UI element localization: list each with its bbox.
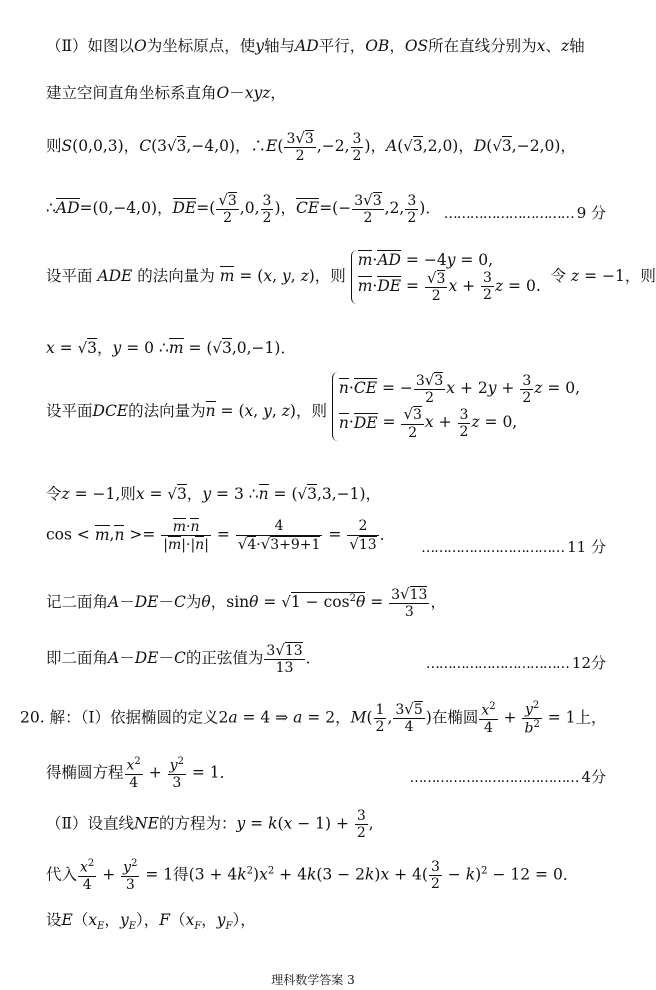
part2-intro-2: 建立空间直角坐标系直角O－xyz， (46, 84, 286, 102)
vectors-line: ∴AD=(0,−4,0)，DE=( $\frac{√3}{2}$ ,0, $\frac{3}{2}$ )，CE=(− $\frac{3√3}{2}$ ,2, $\frac{3}{2}$ )． (46, 191, 441, 227)
coords-line: 则S(0,0,3)，C(3√3,−4,0)，∴E( $\frac{3√3}{2}$ ,−2, $\frac{3}{2}$ )，A(√3,2,0)，D(√3,−2,0)， (46, 129, 576, 165)
ne-line: （Ⅱ）设直线NE的方程为：y = k(x − 1) + $\frac{3}{2}$ , (46, 808, 374, 842)
dce-system: n·CE = − $\frac{3√3}{2}$ x + 2y + $\frac{3}{2}$ z = 0, n·DE = $\frac{√3}{2}$ x + $\frac{3}{2}$ z = 0, (332, 372, 580, 441)
subst-line: 代入 $\frac{x^2}{4}$ + $\frac{y^2}{3}$ = 1得$(3 + 4k^2)x^2 + 4k(3 - 2k)x + 4$( $\frac{3}{2}$ − k)$^2$ − 12 = 0． (46, 858, 579, 893)
score-11: …………………………… 11 分 (421, 538, 606, 556)
part2-intro: （Ⅱ）如图以O为坐标原点，使y轴与AD平行，OB，OS所在直线分别为x、z轴 (46, 37, 585, 55)
score-9: ………………………… 9 分 (443, 204, 606, 222)
q20-line: 20. 解：（Ⅰ）依据椭圆的定义2a = 4 ⇒ a = 2，M( $\frac{1}{2}$ , $\frac{3√5}{4}$ )在椭圆 $\frac{x^2}{4}$ + $\frac{y^2}{b^2}$ = 1上， (20, 700, 607, 737)
normal-dce-line: 设平面DCE的法向量为n = (x, y, z)，则 n·CE = − $\frac{3√3}{2}$ x + 2y + $\frac{3}{2}$ z = 0, n·DE = $\frac{√3}{2}$ x + $\frac{3}{2}$ z = 0, (46, 371, 581, 441)
conclusion-line: 即二面角A－DE－C的正弦值为 $\frac{3√13}{13}$ ． (46, 641, 322, 677)
q20-number: 20. (20, 708, 45, 727)
sin-line: 记二面角A－DE－C为θ，$\sin\theta = √1 - \cos^2\theta$ = $\frac{3√13}{3}$ ， (46, 585, 446, 621)
ellipse-eq: 得椭圆方程 $\frac{x^2}{4}$ + $\frac{y^2}{3}$ = 1． (46, 756, 236, 791)
cos-line: cos < m,n >= $\frac{m\cdot n}{|m|\cdot|n|}$ = $\frac{4}{√4\cdot√3+9+1}$ = $\frac{2}{√13}$ ． (46, 518, 396, 554)
score-12: …………………………… 12分 (425, 654, 606, 672)
page-footer: 理科数学答案 3 (271, 973, 355, 987)
m-result: x = √3，y = 0 ∴m = (√3,0,−1)． (46, 339, 296, 357)
n-result: 令z = −1,则x = √3，y = 3 ∴n = (√3,3,−1)， (46, 485, 382, 503)
normal-ade-line: 设平面 ADE 的法向量为 m = (x, y, z)，则 m·AD = −4y = 0, m·DE = $\frac{√3}{2}$ x + $\frac{3}{2}$ z = 0. 令 z = −1，则 (46, 251, 656, 305)
ef-line: 设$E(x_E$，$y_E$），$F(x_F$，$y_F$）， (46, 911, 256, 933)
ade-system: m·AD = −4y = 0, m·DE = $\frac{√3}{2}$ x + $\frac{3}{2}$ z = 0. (351, 250, 541, 304)
score-4: ………………………………… 4分 (409, 768, 606, 786)
